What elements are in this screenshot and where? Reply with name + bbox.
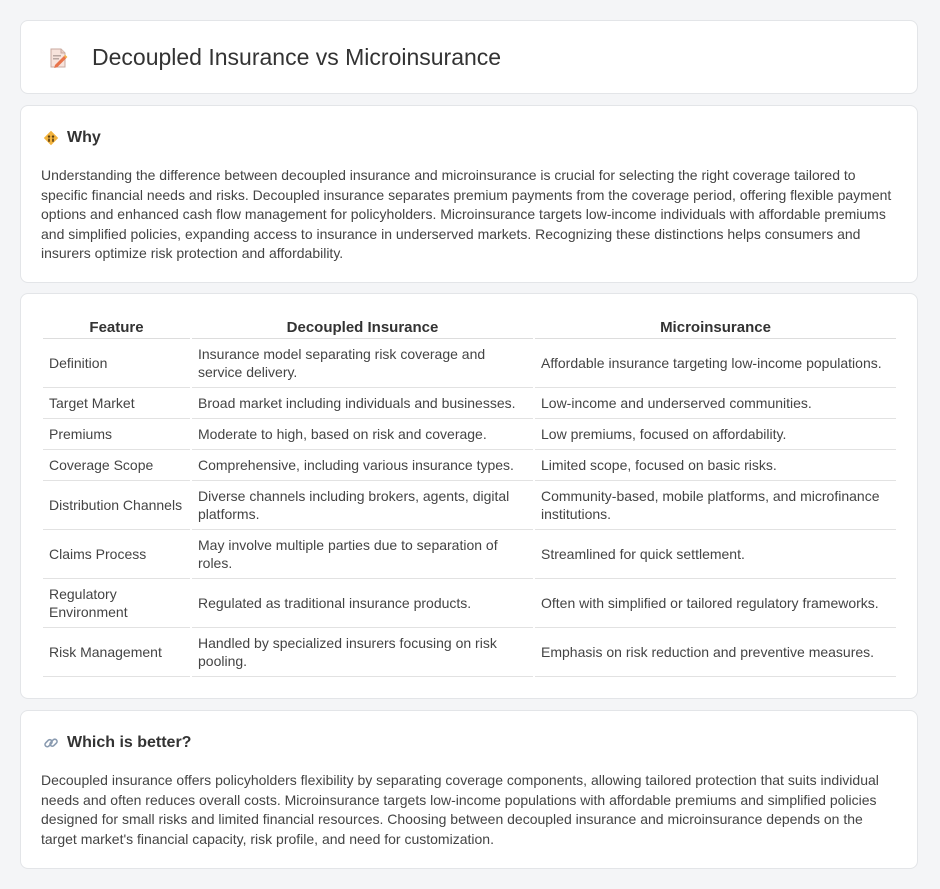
table-row	[43, 481, 896, 530]
micro-cell: Community-based, mobile platforms, and microfinance institutions.	[535, 481, 896, 530]
table-row	[43, 419, 896, 450]
header-feature: Feature	[43, 316, 190, 339]
why-heading-row	[43, 128, 101, 148]
why-section	[20, 105, 918, 283]
comparison-table	[41, 316, 898, 677]
table-row	[43, 579, 896, 628]
micro-cell: Low premiums, focused on affordability.	[535, 419, 896, 450]
decoupled-cell: Moderate to high, based on risk and coverage.	[192, 419, 533, 450]
table-row	[43, 530, 896, 579]
title-card	[20, 20, 918, 94]
feature-cell: Regulatory Environment	[43, 579, 190, 628]
feature-cell: Risk Management	[43, 628, 190, 677]
better-heading-row	[43, 733, 191, 753]
document-edit-icon	[47, 47, 69, 69]
which-better-section	[20, 710, 918, 869]
decoupled-cell: Diverse channels including brokers, agents, digital platforms.	[192, 481, 533, 530]
comparison-section	[20, 293, 918, 699]
decoupled-cell: Handled by specialized insurers focusing on risk pooling.	[192, 628, 533, 677]
feature-cell: Definition	[43, 339, 190, 388]
table-header-row	[43, 316, 896, 339]
better-heading: Which is better?	[67, 734, 192, 751]
feature-cell: Claims Process	[43, 530, 190, 579]
feature-cell: Target Market	[43, 388, 190, 419]
better-text: Decoupled insurance offers policyholders flexibility by separating coverage components, allowing tailored protection that suits individual needs and often reduces overall costs. Microinsurance targets low-income populations with affordable premiums and simplified policies designed for small risks and limited financial resources. Choosing between decoupled insurance and microinsurance depends on the target market's financial capacity, risk profile, and need for customization.	[41, 772, 879, 847]
header-micro: Microinsurance	[535, 316, 896, 339]
decoupled-cell: Regulated as traditional insurance products.	[192, 579, 533, 628]
table-row	[43, 388, 896, 419]
table-row	[43, 450, 896, 481]
micro-cell: Streamlined for quick settlement.	[535, 530, 896, 579]
feature-cell: Premiums	[43, 419, 190, 450]
feature-cell: Coverage Scope	[43, 450, 190, 481]
page-title: Decoupled Insurance vs Microinsurance	[92, 44, 502, 70]
why-heading: Why	[67, 129, 101, 146]
micro-cell: Low-income and underserved communities.	[535, 388, 896, 419]
micro-cell: Often with simplified or tailored regulatory frameworks.	[535, 579, 896, 628]
feature-cell: Distribution Channels	[43, 481, 190, 530]
why-text: Understanding the difference between decoupled insurance and microinsurance is crucial for selecting the right coverage tailored to specific financial needs and risks. Decoupled insurance separates premium payments from the coverage period, offering flexible payment options and enhanced cash flow management for policyholders. Microinsurance targets low-income individuals with affordable premiums and simplified policies, expanding access to insurance in underserved markets. Recognizing these distinctions helps consumers and insurers optimize risk protection and affordability.	[41, 167, 892, 262]
header-decoupled: Decoupled Insurance	[192, 316, 533, 339]
micro-cell: Limited scope, focused on basic risks.	[535, 450, 896, 481]
micro-cell: Affordable insurance targeting low-income populations.	[535, 339, 896, 388]
decoupled-cell: Comprehensive, including various insurance types.	[192, 450, 533, 481]
micro-cell: Emphasis on risk reduction and preventive measures.	[535, 628, 896, 677]
link-icon	[43, 735, 59, 751]
decoupled-cell: May involve multiple parties due to separation of roles.	[192, 530, 533, 579]
table-row	[43, 339, 896, 388]
decoupled-cell: Broad market including individuals and businesses.	[192, 388, 533, 419]
decoupled-cell: Insurance model separating risk coverage and service delivery.	[192, 339, 533, 388]
table-row	[43, 628, 896, 677]
warning-sign-icon	[43, 130, 59, 146]
